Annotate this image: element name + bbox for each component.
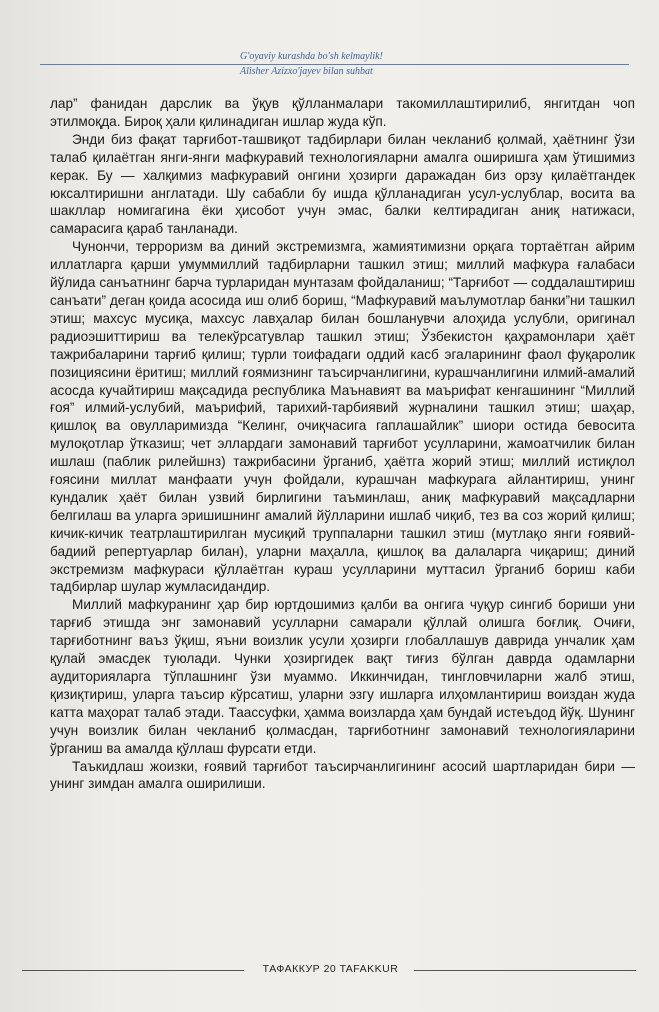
footer-rule-right bbox=[414, 970, 636, 971]
footer-rule-left bbox=[22, 970, 244, 971]
header-subtitle: Alisher Azizxo'jayev bilan suhbat bbox=[240, 66, 373, 77]
paragraph-3: Чунончи, терроризм ва диний экстремизмга, жамиятимизни орқага тортаётган айрим иллатларга қарши умуммиллий тадбирларни ташкил этиш; миллий мафкура ғалабаси йўлида санъатнинг барча турларидан мунтазам фойдаланиш; “Тарғибот — соддалаштириш санъати” деган қоида асосида иш олиб бориш, “Мафкуравий маълумотлар банки”ни ташкил этиш; махсус мусиқа, махсус лавҳалар билан бошланувчи алоҳида услубли, оригинал радиоэшиттириш ва телекўрсатувлар ташкил этиш; Ўзбекистон қаҳрамонлари ҳаёт тажрибаларини тарғиб қилиш; турли тоифадаги оддий касб эгаларининг фаол фуқаролик позициясини ёритиш; миллий ғоямизнинг таъсирчанлигини, курашчанлигини илмий-амалий асосда кучайтириш мақсадида республика Маънавият ва маърифат кенгашининг “Миллий ғоя” илмий-услубий, маърифий, тарихий-тарбиявий журналини ташкил этиш; шаҳар, қишлоқ ва овулларимизда “Келинг, очиқчасига гаплашайлик” шиори остида бевосита мулоқотлар ўтказиш; чет эллардаги замонавий тарғибот усулларини, жамоатчилик билан ишлаш (паблик рилейшнз) тажрибасини ўрганиб, ҳаётга жорий этиш; миллий истиқлол ғоясини миллат манфаати учун фойдали, курашчан мафкурага айлантириш, унинг кундалик ҳаёт билан узвий бирлигини таъминлаш, аниқ мафкуравий мақсадларни белгилаш ва уларга эришишнинг амалий йўлларини ишлаб чиқиб, тез ва соз жорий қилиш; кичик-кичик театрлаштирилган мусиқий труппаларни ташкил этиш (мутлақо янги ғоявий-бадиий репертуарлар билан), уларни маҳалла, қишлоқ ва далаларга чиқариш; диний экстремизм мафкураси қўллаётган кураш усулларини муттасил ўрганиб бориш каби тадбирлар шулар жумласидандир. bbox=[50, 239, 635, 595]
page-footer bbox=[0, 960, 659, 980]
paragraph-4: Миллий мафкуранинг ҳар бир юртдошимиз қалби ва онгига чуқур сингиб бориши уни тарғиб этишда энг замонавий усулларни самарали қўллай олишга боғлиқ. Очиғи, тарғиботнинг ваъз ўқиш, яъни воизлик усули ҳозирги глобаллашув даврида унчалик ҳам қулай эмасдек туюлади. Чунки ҳозиргидек вақт тиғиз бўлган даврда одамларни аудиторияларга тўплашнинг ўзи муаммо. Иккинчидан, тингловчиларни жалб этиш, қизиқтириш, уларга таъсир кўрсатиш, уларни эзгу ишларга илҳомлантириш воиздан жуда катта маҳорат талаб этади. Таассуфки, ҳамма воизларда ҳам бундай истеъдод йўқ. Шунинг учун воизлик билан чекланиб қолмасдан, тарғиботнинг замонавий технологияларини ўрганиш ва амалда қўллаш фурсати етди. bbox=[50, 597, 635, 756]
paragraph-5: Таъкидлаш жоизки, ғоявий тарғибот таъсирчанлигининг асосий шартларидан бири — унинг зимдан амалга оширилиши. bbox=[50, 758, 635, 792]
paragraph-2: Энди биз фақат тарғибот-ташвиқот тадбирлари билан чекланиб қолмай, ҳаётнинг ўзи талаб қилаётган янги-янги мафкуравий технологияларни амалга оширишга ҳам ўтишимиз керак. Бу — халқимиз мафкуравий онгини ҳозирги даражадан биз орзу қилаётгандек юксалтиришни англатади. Шу сабабли бу ишда қўлланадиган усул-услублар, восита ва шакллар номигагина ёки ҳисобот учун эмас, балки келтирадиган аниқ натижаси, самарасига қараб танланади. bbox=[50, 131, 635, 237]
header-title: G'oyaviy kurashda bo'sh kelmaylik! bbox=[240, 51, 383, 62]
footer-label: ТАФАККУР 20 TAFAKKUR bbox=[262, 963, 399, 975]
article-body bbox=[50, 95, 635, 793]
paragraph-1: лар” фанидан дарслик ва ўқув қўлланмалари такомиллаштирилиб, янгитдан чоп этилмоқда. Бироқ ҳали қилинадиган ишлар жуда кўп. bbox=[50, 96, 635, 129]
running-header bbox=[0, 50, 659, 78]
